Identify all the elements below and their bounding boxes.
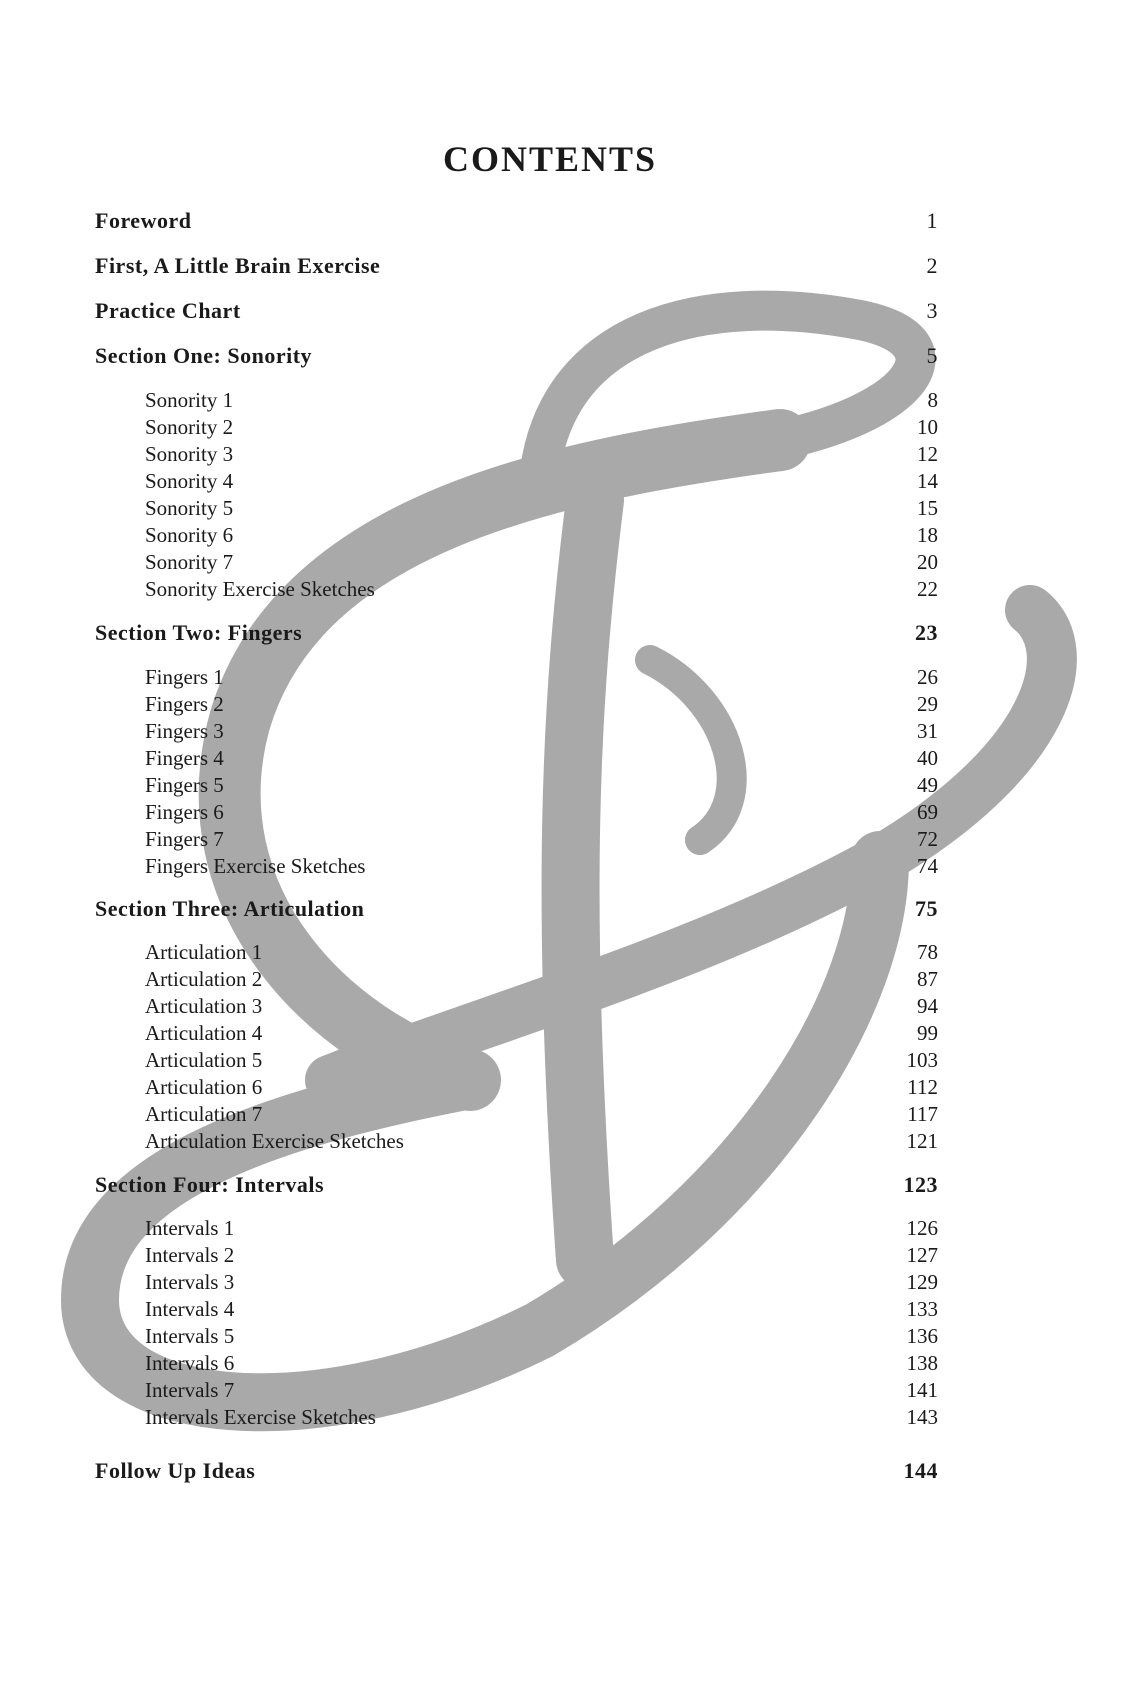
toc-subentry[interactable] — [145, 415, 938, 440]
toc-page-number: 78 — [917, 940, 938, 964]
toc-entry-label: Fingers 3 — [145, 719, 224, 743]
toc-page-number: 74 — [917, 854, 938, 878]
toc-entry-label: Fingers 4 — [145, 746, 224, 770]
toc-entry-label: Fingers 2 — [145, 692, 224, 716]
toc-page-number: 69 — [917, 800, 938, 824]
toc-page-number: 23 — [915, 620, 938, 645]
toc-page-number: 129 — [906, 1270, 938, 1294]
toc-page-number: 123 — [903, 1172, 938, 1197]
toc-entry-label: Articulation 6 — [145, 1075, 263, 1099]
toc-entry-label: Sonority 7 — [145, 550, 234, 574]
toc-entry-label: Intervals 2 — [145, 1243, 235, 1267]
toc-page-number: 18 — [917, 523, 938, 547]
toc-entry-label: Intervals 4 — [145, 1297, 235, 1321]
toc-subentry[interactable] — [145, 1324, 938, 1349]
toc-page-number: 29 — [917, 692, 938, 716]
toc-page-number: 126 — [906, 1216, 938, 1240]
toc-page-number: 141 — [906, 1378, 938, 1402]
toc-page-number: 112 — [907, 1075, 938, 1099]
toc-subentry[interactable] — [145, 1405, 938, 1430]
toc-page-number: 94 — [917, 994, 938, 1018]
toc-page-number: 40 — [917, 746, 938, 770]
toc-entry-label: Practice Chart — [95, 298, 241, 323]
toc-entry-label: Fingers Exercise Sketches — [145, 854, 366, 878]
toc-section-entry[interactable] — [95, 1458, 938, 1484]
toc-page-number: 136 — [906, 1324, 938, 1348]
toc-entry-label: Fingers 1 — [145, 665, 224, 689]
toc-entry-label: Articulation 2 — [145, 967, 263, 991]
toc-page-number: 143 — [906, 1405, 938, 1429]
toc-subentry[interactable] — [145, 577, 938, 602]
toc-entry-label: Foreword — [95, 208, 192, 233]
toc-subentry[interactable] — [145, 994, 938, 1019]
toc-page-number: 12 — [917, 442, 938, 466]
toc-entry-label: Intervals 7 — [145, 1378, 235, 1402]
toc-entry-label: Fingers 7 — [145, 827, 224, 851]
toc-entry-label: Articulation 4 — [145, 1021, 263, 1045]
toc-entry-label: Sonority 3 — [145, 442, 234, 466]
toc-entry-label: Sonority 4 — [145, 469, 234, 493]
toc-entry-label: Sonority 2 — [145, 415, 234, 439]
toc-section-entry[interactable] — [95, 620, 938, 646]
toc-page-number: 133 — [906, 1297, 938, 1321]
toc-page-number: 20 — [917, 550, 938, 574]
toc-entry-label: Section Three: Articulation — [95, 896, 365, 921]
toc-entry-label: Fingers 5 — [145, 773, 224, 797]
toc-entry-label: Section Four: Intervals — [95, 1172, 325, 1197]
toc-entry-label: Articulation 5 — [145, 1048, 263, 1072]
toc-subentry[interactable] — [145, 746, 938, 771]
toc-entry-label: Intervals 3 — [145, 1270, 235, 1294]
toc-entry-label: Section One: Sonority — [95, 343, 313, 368]
toc-page-number: 138 — [906, 1351, 938, 1375]
toc-entry-label: Sonority 5 — [145, 496, 234, 520]
toc-entry-label: Sonority Exercise Sketches — [145, 577, 375, 601]
toc-subentry[interactable] — [145, 469, 938, 494]
toc-page-number: 99 — [917, 1021, 938, 1045]
toc-subentry[interactable] — [145, 854, 938, 879]
toc-entry-label: Fingers 6 — [145, 800, 224, 824]
toc-subentry[interactable] — [145, 1243, 938, 1268]
toc-section-entry[interactable] — [95, 343, 938, 369]
toc-subentry[interactable] — [145, 692, 938, 717]
toc-subentry[interactable] — [145, 1048, 938, 1073]
toc-subentry[interactable] — [145, 1351, 938, 1376]
toc-entry-label: Articulation 1 — [145, 940, 263, 964]
toc-subentry[interactable] — [145, 1216, 938, 1241]
toc-page-number: 117 — [907, 1102, 938, 1126]
toc-page-number: 103 — [906, 1048, 938, 1072]
toc-entry-label: Articulation 7 — [145, 1102, 263, 1126]
toc-entry-label: Intervals 1 — [145, 1216, 235, 1240]
toc-subentry[interactable] — [145, 388, 938, 413]
toc-subentry[interactable] — [145, 719, 938, 744]
toc-section-entry[interactable] — [95, 208, 938, 234]
toc-section-entry[interactable] — [95, 298, 938, 324]
toc-subentry[interactable] — [145, 1021, 938, 1046]
toc-page-number: 72 — [917, 827, 938, 851]
toc-entry-label: Intervals Exercise Sketches — [145, 1405, 376, 1429]
toc-entry-label: Follow Up Ideas — [95, 1458, 256, 1483]
toc-subentry[interactable] — [145, 665, 938, 690]
toc-entry-label: Intervals 5 — [145, 1324, 235, 1348]
toc-subentry[interactable] — [145, 550, 938, 575]
toc-subentry[interactable] — [145, 1297, 938, 1322]
toc-subentry[interactable] — [145, 1270, 938, 1295]
toc-subentry[interactable] — [145, 1075, 938, 1100]
toc-entry-label: Section Two: Fingers — [95, 620, 303, 645]
toc-subentry[interactable] — [145, 967, 938, 992]
toc-page-number: 1 — [926, 208, 938, 233]
toc-section-entry[interactable] — [95, 1172, 938, 1198]
toc-subentry[interactable] — [145, 1378, 938, 1403]
toc-page-number: 31 — [917, 719, 938, 743]
toc-page-number: 87 — [917, 967, 938, 991]
toc-subentry[interactable] — [145, 1102, 938, 1127]
toc-subentry[interactable] — [145, 773, 938, 798]
toc-subentry[interactable] — [145, 496, 938, 521]
toc-entry-label: Sonority 6 — [145, 523, 234, 547]
toc-subentry[interactable] — [145, 800, 938, 825]
toc-page-number: 121 — [906, 1129, 938, 1153]
toc-page-number: 49 — [917, 773, 938, 797]
toc-section-entry[interactable] — [95, 253, 938, 279]
toc-page-number: 3 — [926, 298, 938, 323]
toc-entry-label: First, A Little Brain Exercise — [95, 253, 381, 278]
page-title: CONTENTS — [442, 139, 658, 179]
toc-entry-label: Sonority 1 — [145, 388, 234, 412]
toc-page-number: 8 — [927, 388, 938, 412]
toc-page-number: 22 — [917, 577, 938, 601]
toc-subentry[interactable] — [145, 523, 938, 548]
toc-entry-label: Articulation 3 — [145, 994, 263, 1018]
toc-page-number: 10 — [917, 415, 938, 439]
toc-page-number: 14 — [917, 469, 938, 493]
toc-subentry[interactable] — [145, 442, 938, 467]
toc-page-number: 15 — [917, 496, 938, 520]
toc-page-number: 127 — [906, 1243, 938, 1267]
toc-section-entry[interactable] — [95, 896, 938, 922]
toc-page-number: 2 — [926, 253, 938, 278]
toc-page-number: 75 — [915, 896, 938, 921]
toc-entry-label: Intervals 6 — [145, 1351, 235, 1375]
toc-page-number: 144 — [903, 1458, 938, 1483]
toc-page-number: 26 — [917, 665, 938, 689]
toc-subentry[interactable] — [145, 1129, 938, 1154]
toc-subentry[interactable] — [145, 827, 938, 852]
toc-page-number: 5 — [926, 343, 938, 368]
toc-subentry[interactable] — [145, 940, 938, 965]
toc-entry-label: Articulation Exercise Sketches — [145, 1129, 404, 1153]
